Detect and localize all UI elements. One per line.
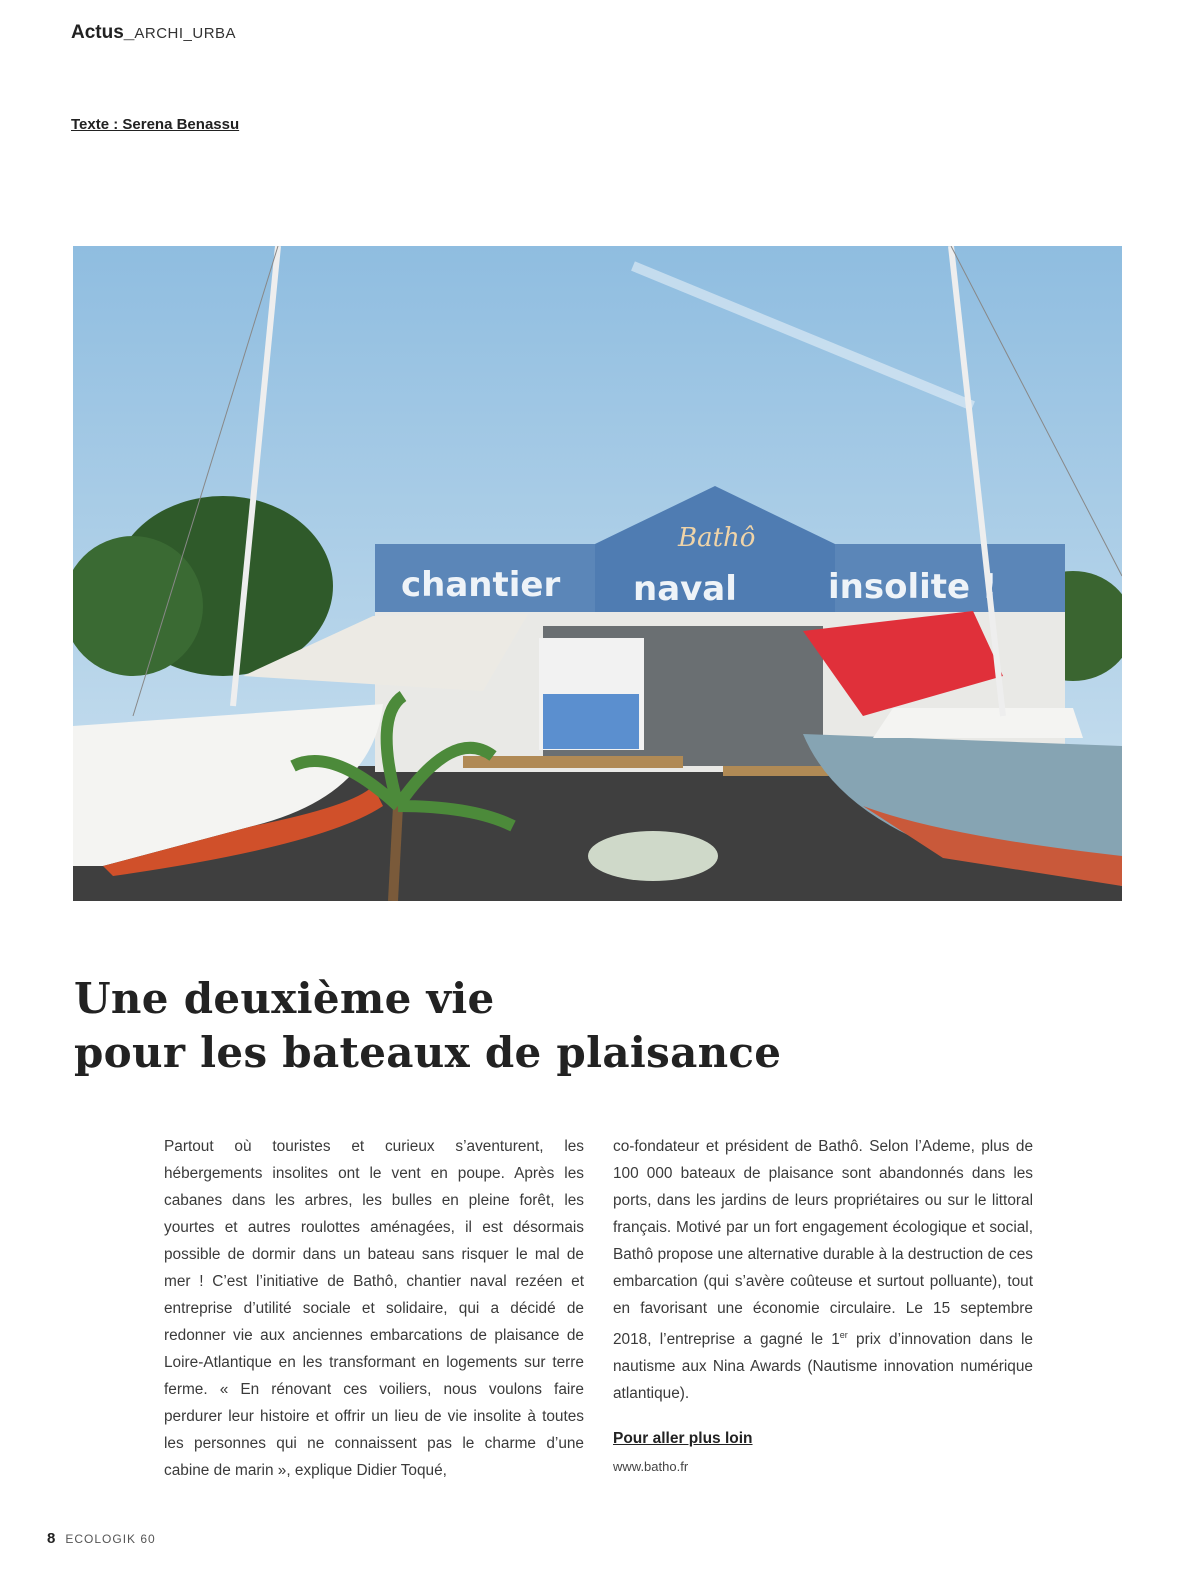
article-photo bbox=[73, 246, 1122, 901]
author-byline: Texte : Serena Benassu bbox=[71, 116, 240, 133]
article-headline bbox=[74, 972, 781, 1080]
sign-word-3: insolite ! bbox=[828, 567, 998, 607]
magazine-name: ECOLOGIK 60 bbox=[65, 1532, 156, 1546]
section-separator: _ bbox=[123, 22, 135, 43]
sign-word-1: chantier bbox=[401, 565, 561, 605]
headline-line-1: Une deuxième vie bbox=[74, 974, 495, 1023]
body-column-1: Partout où touristes et curieux s’aventurent, les hébergements insolites ont le vent en poupe. Après les cabanes dans les arbres, les bulles en pleine forêt, les yourtes et autres roulottes aménagées, il est désormais possible de dormir dans un bateau sans risquer le mal de mer ! C’est l’initiative de Bathô, chantier naval rezéen et entreprise d’utilité sociale et solidaire, qui a décidé de redonner vie aux anciennes embarcations de plaisance de Loire-Atlantique en les transformant en logements sur terre ferme. « En rénovant ces voiliers, nous voulons faire perdurer leur histoire et offrir un lieu de vie insolite à toutes les personnes qui ne connaissent pas le charme d’une cabine de marin », explique Didier Toqué, bbox=[164, 1138, 584, 1479]
headline-line-2: pour les bateaux de plaisance bbox=[74, 1028, 782, 1077]
subsection-name: ARCHI_URBA bbox=[134, 25, 237, 42]
section-name: Actus bbox=[71, 22, 124, 43]
sign-word-2: naval bbox=[633, 569, 737, 609]
website-link[interactable]: www.batho.fr bbox=[613, 1459, 689, 1474]
further-reading-title: Pour aller plus loin bbox=[613, 1430, 753, 1447]
page-number: 8 bbox=[47, 1530, 56, 1547]
wooden-deck bbox=[463, 756, 683, 768]
page-footer bbox=[47, 1530, 156, 1547]
body-column-2-end: prix d’innovation dans le nautisme aux Nina Awards (Nautisme innovation numérique atlantique). bbox=[613, 1331, 1033, 1403]
small-dinghy bbox=[588, 831, 718, 881]
sign-brand: Bathô bbox=[678, 523, 756, 553]
section-header bbox=[71, 22, 236, 44]
body-column-2 bbox=[613, 1133, 1033, 1407]
ordinal-suffix: er bbox=[839, 1330, 848, 1340]
body-column-2-text: co-fondateur et président de Bathô. Selon l’Ademe, plus de 100 000 bateaux de plaisance sont abandonnés dans les ports, dans les jardins de leurs propriétaires ou sur le littoral français. Motivé par un fort engagement écologique et social, Bathô propose une alternative durable à la destruction de ces embarcation (qui s’avère coûteuse et surtout polluante), tout en favorisant une économie circulaire. Le 15 septembre 2018, l’entreprise a gagné le 1 bbox=[613, 1138, 1033, 1349]
